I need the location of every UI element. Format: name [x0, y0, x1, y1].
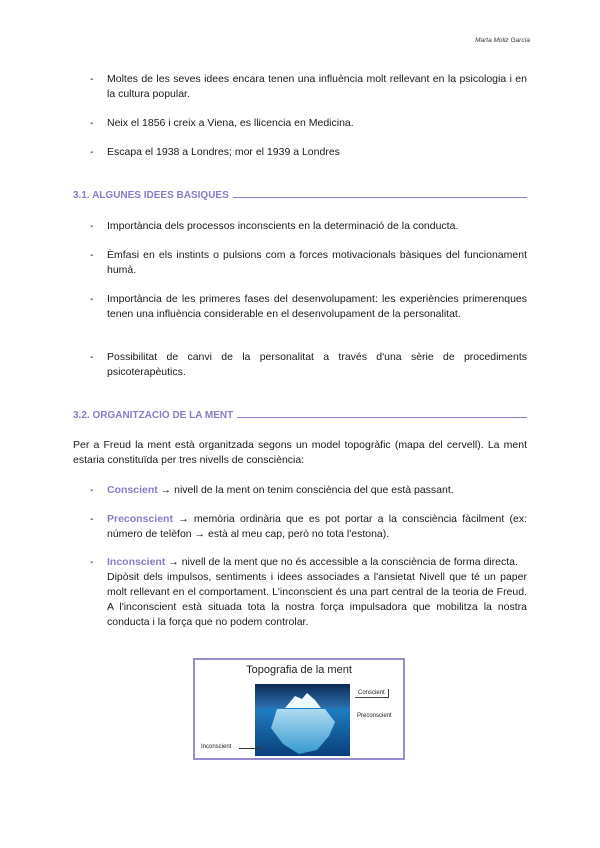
heading-rule — [237, 417, 527, 418]
section-intro: Per a Freud la ment està organitzada segons un model topogràfic (mapa del cervell). La ment estaria constituïda per tres nivells de consciència: — [73, 439, 527, 466]
bullet-text: Escapa el 1938 a Londres; mor el 1939 a Londres — [107, 146, 340, 158]
inconscient-detail: Dipòsit dels impulsos, sentiments i idees associades a l'ansietat Nivell que té un paper molt rellevant en el comportament. L'inconscient és una part central de la teoria de Freud. A l'inconscient està situada tota la nostra força impulsadora que mobilitza la nostra conducta i la força que no podem controlar. — [107, 571, 527, 628]
section-title: 3.2. ORGANITZACIÓ DE LA MENT — [73, 410, 234, 421]
level-text: → nivell de la ment que no és accessible a la consciència de forma directa. — [165, 556, 518, 568]
heading-rule — [233, 197, 527, 198]
idea-bullet: - Importància dels processos inconscients en la determinació de la conducta. — [90, 219, 527, 234]
level-bullet: - Inconscient → nivell de la ment que no és accessible a la consciència de forma directa. Dipòsit dels impulsos, sentiments i idees associades a l'ansietat Nivell que té un paper molt rellevant en el comportament. L'inconscient és una part central de la teoria de Freud. A l'inconscient està situada tota la nostra força impulsadora que mobilitza la nostra conducta i la força que no podem controlar. — [90, 556, 527, 628]
idea-bullet: - Importància de les primeres fases del desenvolupament: les experiències primerenques tenen una influència considerable en el desenvolupament de la personalitat. — [90, 293, 527, 320]
bullet-text: Importància de les primeres fases del desenvolupament: les experiències primerenques tenen una influència considerable en el desenvolupament de la personalitat. — [107, 293, 527, 320]
level-text: → nivell de la ment on tenim consciència del que està passant. — [157, 484, 454, 496]
bullet-text: Èmfasi en els instints o pulsions com a forces motivacionals bàsiques del funcionament humà. — [107, 249, 527, 276]
level-term: Preconscient — [107, 513, 173, 525]
bullet-text: Possibilitat de canvi de la personalitat a través d'una sèrie de procediments psicoterapèutics. — [107, 351, 527, 378]
idea-bullet: - Èmfasi en els instints o pulsions com a forces motivacionals bàsiques del funcionament humà. — [90, 249, 527, 276]
intro-bullet: - Escapa el 1938 a Londres; mor el 1939 a Londres — [90, 145, 527, 160]
bullet-text: Neix el 1856 i creix a Viena, es llicencia en Medicina. — [107, 117, 354, 129]
level-term: Conscient — [107, 484, 158, 496]
label-pointer-line — [239, 748, 261, 749]
label-preconscient: Preconscient — [357, 713, 392, 719]
author-name: Marta Moliz García — [475, 37, 530, 44]
label-inconscient: Inconscient — [201, 744, 232, 750]
bullet-text: Importància dels processos inconscients en la determinació de la conducta. — [107, 220, 459, 232]
idea-bullet: - Possibilitat de canvi de la personalitat a través d'una sèrie de procediments psicoterapèutics. — [90, 351, 527, 378]
section-heading-2 — [73, 410, 527, 421]
figure-title: Topografia de la ment — [246, 664, 352, 676]
section-heading-1 — [73, 190, 527, 201]
level-bullet: - Preconscient → memòria ordinària que es pot portar a la consciència fàcilment (ex: número de telèfon → està al meu cap, però no tota l'estona). — [90, 513, 527, 540]
label-conscient: Conscient — [355, 689, 389, 698]
level-term: Inconscient — [107, 556, 166, 568]
bullet-text: Moltes de les seves idees encara tenen una influència molt rellevant en la psicologia i en la cultura popular. — [107, 73, 527, 100]
section-title: 3.1. ALGUNES IDEES BÀSIQUES — [73, 190, 229, 201]
intro-bullet: - Moltes de les seves idees encara tenen una influència molt rellevant en la psicologia i en la cultura popular. — [90, 73, 527, 100]
intro-bullet: - Neix el 1856 i creix a Viena, es llicencia en Medicina. — [90, 116, 527, 131]
level-bullet: - Conscient → nivell de la ment on tenim consciència del que està passant. — [90, 484, 454, 496]
level-text: → memòria ordinària que es pot portar a la consciència fàcilment (ex: número de telèfon → està al meu cap, però no tota l'estona). — [107, 513, 527, 540]
iceberg-illustration — [255, 684, 350, 756]
topography-figure — [193, 658, 405, 760]
